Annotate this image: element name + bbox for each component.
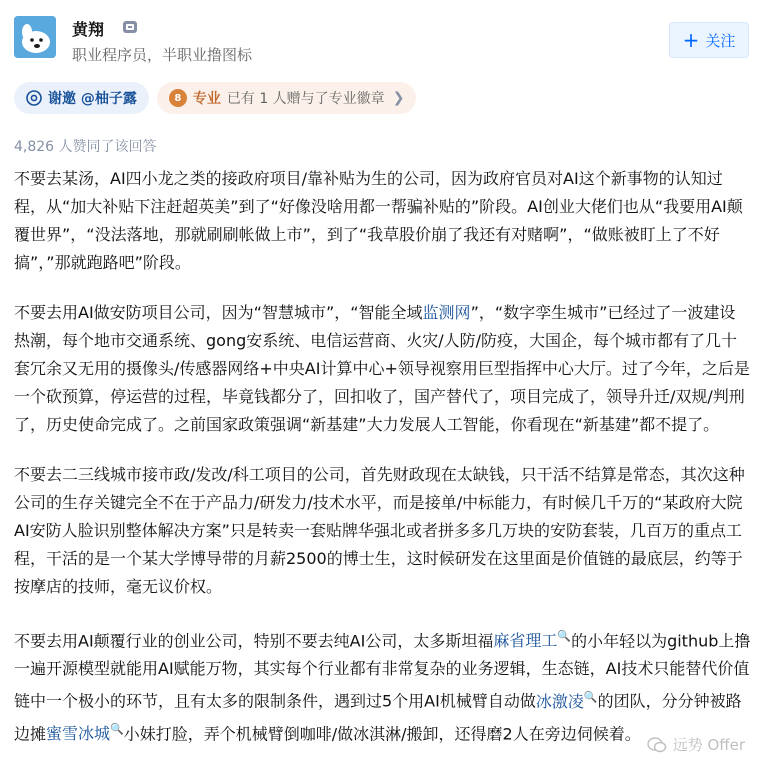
pro-text: 已有 1 人赠与了专业徽章: [226, 91, 385, 107]
search-link-mit-label: 麻省理工: [493, 631, 558, 651]
paragraph-3: 不要去二三线城市接市政/发改/科工项目的公司，首先财政现在太缺钱，只干活不结算是常态，其次这种公司的生存关键完全不在于产品力/研发力/技术水平，而是接单/中标能力，有时候几千万的“某政府大院AI安防人脸识别整体解决方案”只是转卖一套贴牌华强北或者拼多多几万块的安防套装，几百万的重点工程，干活的是一个某大学博导带的月薪2500的博士生，这时候研发在这里面是价值链的最底层，约等于按摩店的技师，毫无议价权。: [14, 465, 745, 596]
dog-avatar-icon: [14, 16, 56, 58]
search-icon: 🔍: [583, 690, 598, 704]
thanks-label: 谢邀 @柚子露: [48, 91, 137, 107]
search-icon: 🔍: [110, 722, 124, 736]
search-link-icecream[interactable]: [536, 692, 598, 711]
author-avatar[interactable]: [14, 16, 56, 58]
pro-label: 专业: [192, 91, 221, 107]
paragraph-4: [14, 623, 751, 748]
plus-icon: +: [682, 28, 700, 52]
chevron-right-icon: ❯: [392, 90, 405, 106]
search-icon: 🔍: [557, 630, 572, 643]
paragraph-4-text-c: 的团队，分分钟被路边摊: [14, 691, 742, 743]
answer-content: [14, 165, 751, 770]
pro-badge[interactable]: [157, 82, 417, 114]
paragraph-2-text-a: 不要去用AI做安防项目公司，因为“智慧城市”，“智能全域: [14, 303, 423, 322]
medal-icon: 8: [169, 89, 187, 107]
search-link-mixue[interactable]: [46, 724, 124, 743]
paragraph-4-text-a: 不要去用AI颠覆行业的创业公司，特别不要去纯AI公司，太多斯坦福: [14, 631, 494, 651]
search-link-monitor-network[interactable]: 监测网: [422, 303, 471, 322]
badge-row: [14, 82, 416, 116]
thanks-badge[interactable]: [14, 82, 149, 114]
paragraph-2: [14, 299, 751, 439]
author-name[interactable]: 黄翔: [72, 20, 105, 39]
paragraph-2-text-b: ”，“数字孪生城市”已经过了一波建设热潮，每个地市交通系统、gong安系统、电信运营商、火灾/人防/防疫，大国企，每个城市都有了几十套冗余又无用的摄像头/传感器网络+中央AI计算中心+领导视察用巨型指挥中心大厅。过了今年，之后是一个砍预算，停运营的过程，毕竟钱都分了，回扣收了，国产替代了，项目完成了，领导升迁/双规/判刑了，历史使命完成了。之前国家政策强调“新基建”大力发展人工智能，你看现在“新基建”都不提了。: [14, 303, 750, 434]
search-link-icecream-label: 冰激凌: [535, 691, 584, 711]
author-header: [14, 14, 749, 70]
search-link-mixue-label: 蜜雪冰城: [46, 723, 111, 743]
search-link-mit[interactable]: [493, 631, 571, 650]
paragraph-1: 不要去某汤，AI四小龙之类的接政府项目/靠补贴为生的公司，因为政府官员对AI这个新事物的认知过程，从“加大补贴下注赶超英美”到了“好像没啥用都一帮骗补贴的”阶段。AI创业大佬们也从“我要用AI颠覆世界”，“没法落地，那就刷刷帐做上市”，到了“我草股价崩了我还有对赌啊”，“做账被盯上了不好搞”，”那就跑路吧”阶段。: [14, 169, 743, 272]
paragraph-4-text-b: 的小年轻以为github上撸一遍开源模型就能用AI赋能万物，其实每个行业都有非常复杂的业务逻辑，生态链，AI技术只能替代价值链中一个极小的环节，且有太多的限制条件，遇到过5个用AI机械臂自动做: [14, 631, 751, 711]
author-bio: 职业程序员，半职业撸图标: [72, 46, 253, 64]
watermark-text: 远势 Offer: [672, 736, 745, 754]
paragraph-4-text-d: 小妹打脸，弄个机械臂倒咖啡/做冰淇淋/搬卸，还得磨2人在旁边伺候着。: [123, 723, 641, 743]
follow-label: 关注: [705, 31, 736, 50]
follow-button[interactable]: [669, 22, 749, 58]
auth-badge-icon: [122, 19, 138, 35]
likes-count: 4,826 人赞同了该回答: [14, 139, 157, 155]
mention-icon: [26, 90, 42, 106]
